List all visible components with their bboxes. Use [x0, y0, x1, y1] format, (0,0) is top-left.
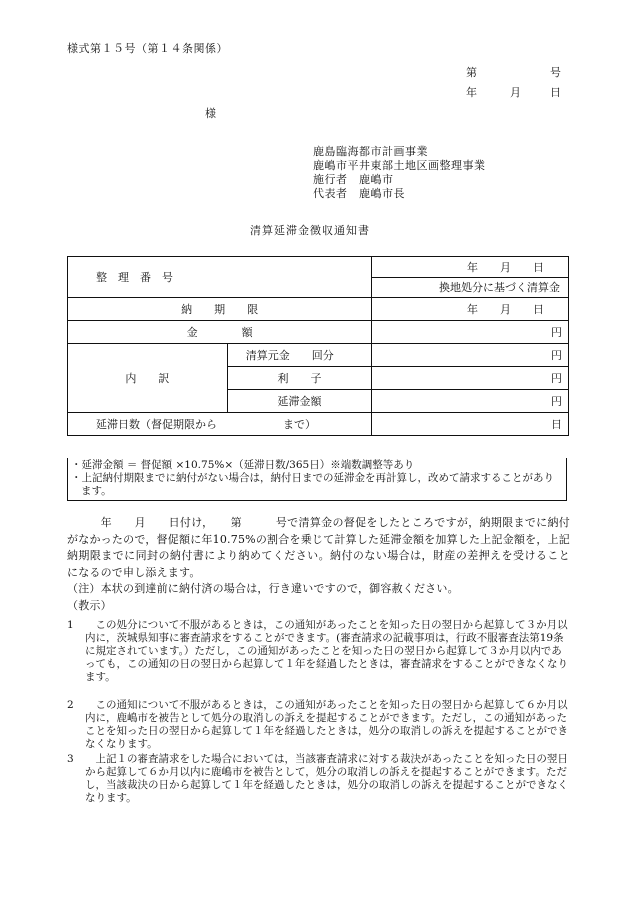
ref-date: 年 月 日: [372, 257, 569, 278]
instruction-number: 1: [67, 619, 74, 631]
instruction-number: 3: [67, 753, 74, 765]
principal-yen: 円: [372, 344, 569, 367]
instruction-item: [67, 753, 572, 805]
issuer-project: 鹿島臨海都市計画事業: [313, 145, 428, 158]
instruction-text: この処分について不服があるときは，この通知があったことを知った日の翌日から起算して３か月以内に，茨城県知事に審査請求をすることができます。(審査請求の記載事項は，行政不服審査法第19条に規定されています。）ただし，この通知があったことを知った日の翌日から起算して３か月以内であっても，この通知の日の翌日から起算して１年を経過したときは，審査請求をすることができなくなります。: [85, 619, 568, 683]
date-day: 日: [550, 86, 562, 99]
calculation-notes: [67, 458, 567, 501]
amount-yen: 円: [372, 321, 569, 344]
interest-yen: 円: [372, 367, 569, 390]
ref-basis: 換地処分に基づく清算金: [372, 277, 569, 298]
date-month: 月: [510, 86, 522, 99]
instruction-item: [67, 619, 572, 684]
demand-text: 年 月 日付け， 第 号で清算金の督促をしたところですが，納期限までに納付がなかったので，督促額に年10.75%の割合を乗じて計算した延滞金額を加算した上記金額を，上記納期限までに同封の納付書により納めてください。納付のない場合は，財産の差押えを受けることになるので申し添えます。: [67, 516, 570, 579]
late-fee-label: 延滞金額: [227, 390, 372, 413]
addressee-honorific: 様: [205, 107, 217, 120]
note-recalculation: ・上記納付期限までに納付がない場合は，納付日までの延滞金を再計算し，改めて請求することがあります。: [71, 472, 554, 497]
issuer-executor: 施行者 鹿嶋市: [313, 173, 394, 186]
late-fee-yen: 円: [372, 390, 569, 413]
instruction-text: 上記１の審査請求をした場合においては，当該審査請求に対する裁決があったことを知った日の翌日から起算して６か月以内に鹿嶋市を被告として，処分の取消しの訴えを提起することができます。ただし，当該裁決の日から起算して１年を経過したときは，処分の取消しの訴えを提起することができなくなります。: [85, 753, 568, 804]
doc-number-suffix: 号: [550, 66, 562, 79]
due-label: 納 期 限: [68, 298, 372, 321]
amount-label: 金 額: [68, 321, 372, 344]
instruction-item: [67, 699, 572, 751]
doc-number-prefix: 第: [466, 66, 478, 79]
body-paragraph: [67, 515, 570, 614]
apology-note: （注）本状の到達前に納付済の場合は，行き違いですので，御容赦ください。: [67, 582, 459, 595]
instructions-heading: （教示）: [67, 598, 112, 612]
instruction-number: 2: [67, 699, 74, 711]
form-label: 様式第１５号（第１４条関係）: [67, 42, 228, 55]
ref-no-label: 整 理 番 号: [68, 257, 372, 298]
issuer-subproject: 鹿嶋市平井東部土地区画整理事業: [313, 159, 486, 172]
late-days-label: 延滞日数（督促期限から まで）: [68, 413, 372, 436]
document-title: 清算延滞金徴収通知書: [250, 224, 370, 237]
instruction-text: この通知について不服があるときは，この通知があったことを知った日の翌日から起算して６か月以内に，鹿嶋市を被告として処分の取消しの訴えを提起することができます。ただし，この通知があったことを知った日の翌日から起算して１年を経過したときは，処分の取消しの訴えを提起することができなくなります。: [85, 699, 568, 750]
note-formula: ・延滞金額 ＝ 督促額 ×10.75%×（延滞日数/365日）※端数調整等あり: [71, 459, 415, 471]
interest-label: 利 子: [227, 367, 372, 390]
due-date: 年 月 日: [372, 298, 569, 321]
issuer-representative: 代表者 鹿嶋市長: [313, 187, 405, 200]
notice-table: [67, 256, 569, 436]
late-days-unit: 日: [372, 413, 569, 436]
breakdown-label: 内 訳: [68, 344, 228, 413]
date-year: 年: [466, 86, 478, 99]
principal-label: 清算元金 回分: [227, 344, 372, 367]
